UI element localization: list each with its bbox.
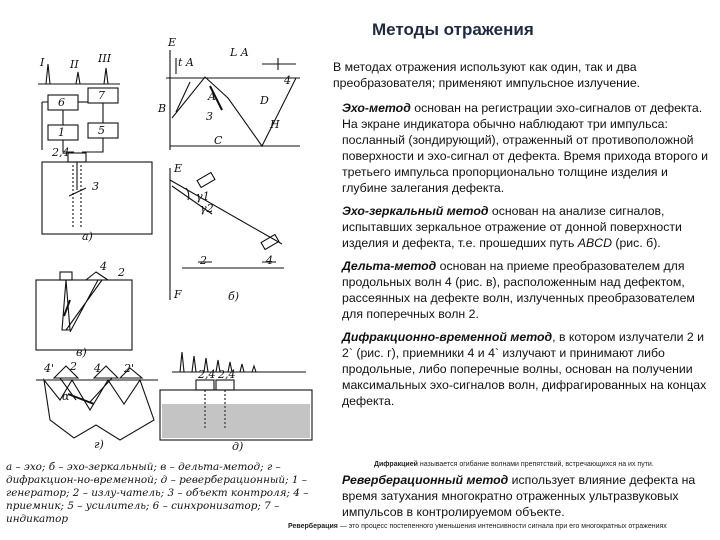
label-I: I — [40, 56, 45, 69]
ray-abcd — [172, 77, 296, 146]
label-alpha: α — [62, 390, 70, 403]
path-abcd: ABCD — [577, 236, 612, 250]
label-tA: t A — [178, 56, 194, 69]
probe-4-v — [60, 272, 72, 280]
label-II: II — [70, 58, 79, 71]
label-n2-b: 2 — [200, 254, 207, 267]
label-n2-v: 2 — [118, 266, 125, 279]
method-name: Эхо-зеркальный метод — [342, 204, 489, 218]
label-g: г) — [94, 438, 104, 451]
method-text: основан на анализе сигналов, испытавших зеркальное отражение от донной поверхности изделия и дефекта, т.е. прошедших путь — [342, 204, 682, 250]
label-n3-b: 3 — [206, 110, 213, 123]
method-text: основан на регистрации эхо-сигналов от дефекта. На экране индикатора обычно наблюдают три импульса: посланный (зондирующий), отраженный от противоположной поверхности и эхо-сигнал от дефекта. Время прихода второго и третьего импульса пропорционально толщине изделия и глубине залегания дефекта. — [342, 101, 709, 195]
method-text-after: (рис. б). — [611, 236, 661, 250]
label-3: 3 — [92, 180, 99, 193]
method-name: Эхо-метод — [342, 101, 411, 115]
label-2-4: 2,4 — [52, 146, 70, 159]
label-F: F — [174, 288, 182, 301]
label-2-4-d: 2,4 — [198, 368, 216, 381]
label-gamma1: γ1 — [196, 190, 210, 203]
probe-2-4-d — [196, 380, 214, 390]
label-n2-g: 2 — [70, 360, 77, 373]
method-text: использует влияние дефекта на время затухания многократно отраженных ультразвуковых импульсов в контролируемом объекте. — [342, 473, 696, 519]
note-text: называется огибание волнами препятствий, встречающихся на их пути. — [417, 461, 654, 468]
label-n4-g: 4 — [94, 362, 101, 375]
label-2-4-d2: 2,4 — [218, 368, 236, 381]
figure-caption: а – эхо; б – эхо-зеркальный; в – дельта-метод; г – дифракцион-но-временной; д – реверберационный; 1 – генератор; 2 – излу-чатель; 3 – объект контроля; 4 – приемник; 5 – усилитель; 6 – синхронизатор; 7 – индикатор — [6, 461, 309, 525]
label-ptC: C — [214, 134, 223, 147]
label-n4-b2: 4 — [266, 254, 273, 267]
label-H: H — [270, 118, 280, 131]
method-name: Дифракционно-временной метод — [342, 330, 553, 344]
page-title: Методы отражения — [372, 20, 534, 39]
label-1: 1 — [58, 126, 65, 139]
label-a: а) — [82, 230, 93, 243]
method-text: , в котором излучатели 2 и 2` (рис. г), приемники 4 и 4` излучают и принимают либо продольные, либо поперечные волны, основан на получении максимальных эхо-сигналов волн, дифрагированных на концах дефекта. — [342, 330, 707, 408]
probe-2-4 — [68, 153, 86, 162]
method-text: основан на приеме преобразователем для продольных волн 4 (рис. в), расположенным над дефектом, рассеянных на дефекте волн, излученных преобразователем для поперечных волн 2. — [342, 259, 695, 321]
label-III: III — [98, 52, 112, 65]
test-object-a — [42, 162, 152, 234]
label-n4-b: 4 — [284, 74, 291, 87]
label-n2p-g: 2' — [124, 362, 135, 375]
label-gamma2: γ2 — [200, 202, 214, 215]
method-name: Реверберационный метод — [342, 473, 509, 487]
method-name: Дельта-метод — [342, 259, 437, 273]
label-d: д) — [232, 440, 244, 453]
label-v: в) — [76, 346, 87, 359]
label-7: 7 — [98, 89, 105, 102]
note-text: — это процесс постепенного уменьшения интенсивности сигнала при его многократных отражениях — [337, 523, 667, 530]
test-object-v — [36, 280, 132, 350]
label-n4p-g: 4' — [44, 362, 55, 375]
label-ptD: D — [260, 94, 269, 107]
label-LA: L A — [230, 46, 249, 59]
label-b: б) — [228, 290, 240, 303]
label-6: 6 — [58, 96, 65, 109]
label-E2: E — [174, 162, 183, 175]
note-term: Реверберация — [288, 523, 338, 530]
note-term: Дифракцией — [374, 461, 418, 468]
label-n4-v: 4 — [100, 260, 107, 273]
label-E: E — [168, 36, 177, 49]
label-ptA: A — [208, 90, 216, 103]
label-5: 5 — [98, 124, 105, 137]
label-ptB: B — [158, 102, 167, 115]
intro-paragraph: В методах отражения используют как один, так и два преобразователя; применяют импульсное излучение. — [333, 60, 641, 90]
